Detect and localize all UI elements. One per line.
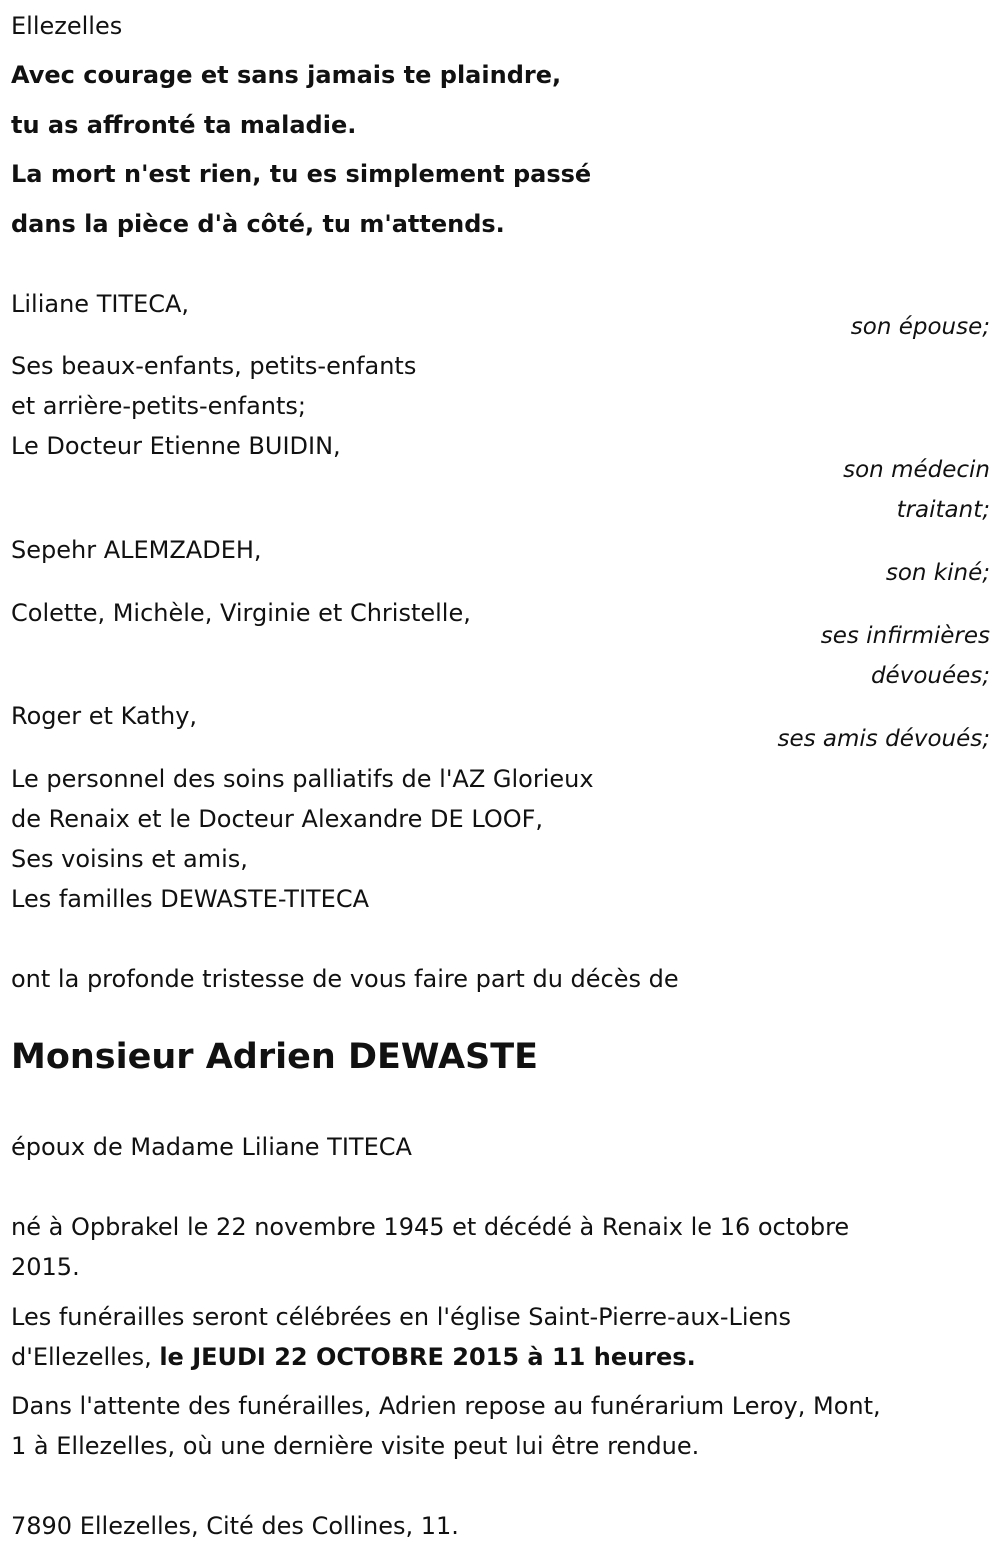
mourner-spouse: Liliane TITECA, (11, 290, 190, 318)
funeral-info (11, 1345, 696, 1369)
funeral-info: Les funérailles seront célébrées en l'église Saint-Pierre-aux-Liens (11, 1303, 792, 1331)
mourner-staff: Le personnel des soins palliatifs de l'AZ Glorieux (11, 765, 594, 793)
mourner-family: et arrière-petits-enfants; (11, 392, 307, 420)
poem-line: tu as affronté ta maladie. (11, 111, 357, 139)
mourner-neighbors: Ses voisins et amis, (11, 845, 248, 873)
mourner-doctor-role: son médecin (843, 457, 990, 483)
funeral-place: d'Ellezelles, (11, 1343, 160, 1371)
spouse-line: époux de Madame Liliane TITECA (11, 1133, 412, 1161)
announcement: ont la profonde tristesse de vous faire part du décès de (11, 965, 679, 993)
mourner-families: Les familles DEWASTE-TITECA (11, 885, 370, 913)
mourner-family: Ses beaux-enfants, petits-enfants (11, 352, 417, 380)
address: 7890 Ellezelles, Cité des Collines, 11. (11, 1512, 459, 1540)
mourner-doctor: Le Docteur Etienne BUIDIN, (11, 432, 341, 460)
visit-info: Dans l'attente des funérailles, Adrien repose au funérarium Leroy, Mont, (11, 1392, 881, 1420)
mourner-friends-role: ses amis dévoués; (777, 726, 990, 752)
location-header: Ellezelles (11, 12, 123, 40)
birth-death: né à Opbrakel le 22 novembre 1945 et décédé à Renaix le 16 octobre (11, 1213, 850, 1241)
mourner-nurses-role: ses infirmières (820, 623, 990, 649)
mourner-kine: Sepehr ALEMZADEH, (11, 536, 262, 564)
poem-line: Avec courage et sans jamais te plaindre, (11, 61, 562, 89)
mourner-kine-role: son kiné; (885, 560, 990, 586)
mourner-nurses: Colette, Michèle, Virginie et Christelle, (11, 599, 471, 627)
mourner-staff: de Renaix et le Docteur Alexandre DE LOOF, (11, 805, 544, 833)
mourner-doctor-role: traitant; (896, 497, 990, 523)
funeral-date: le JEUDI 22 OCTOBRE 2015 à 11 heures. (159, 1343, 696, 1371)
mourner-friends: Roger et Kathy, (11, 702, 198, 730)
mourner-spouse-role: son épouse; (850, 314, 990, 340)
poem-line: La mort n'est rien, tu es simplement passé (11, 160, 592, 188)
visit-info: 1 à Ellezelles, où une dernière visite peut lui être rendue. (11, 1432, 700, 1460)
birth-death: 2015. (11, 1253, 80, 1281)
mourner-nurses-role: dévouées; (870, 663, 990, 689)
deceased-name: Monsieur Adrien DEWASTE (11, 1037, 539, 1077)
poem-line: dans la pièce d'à côté, tu m'attends. (11, 210, 505, 238)
